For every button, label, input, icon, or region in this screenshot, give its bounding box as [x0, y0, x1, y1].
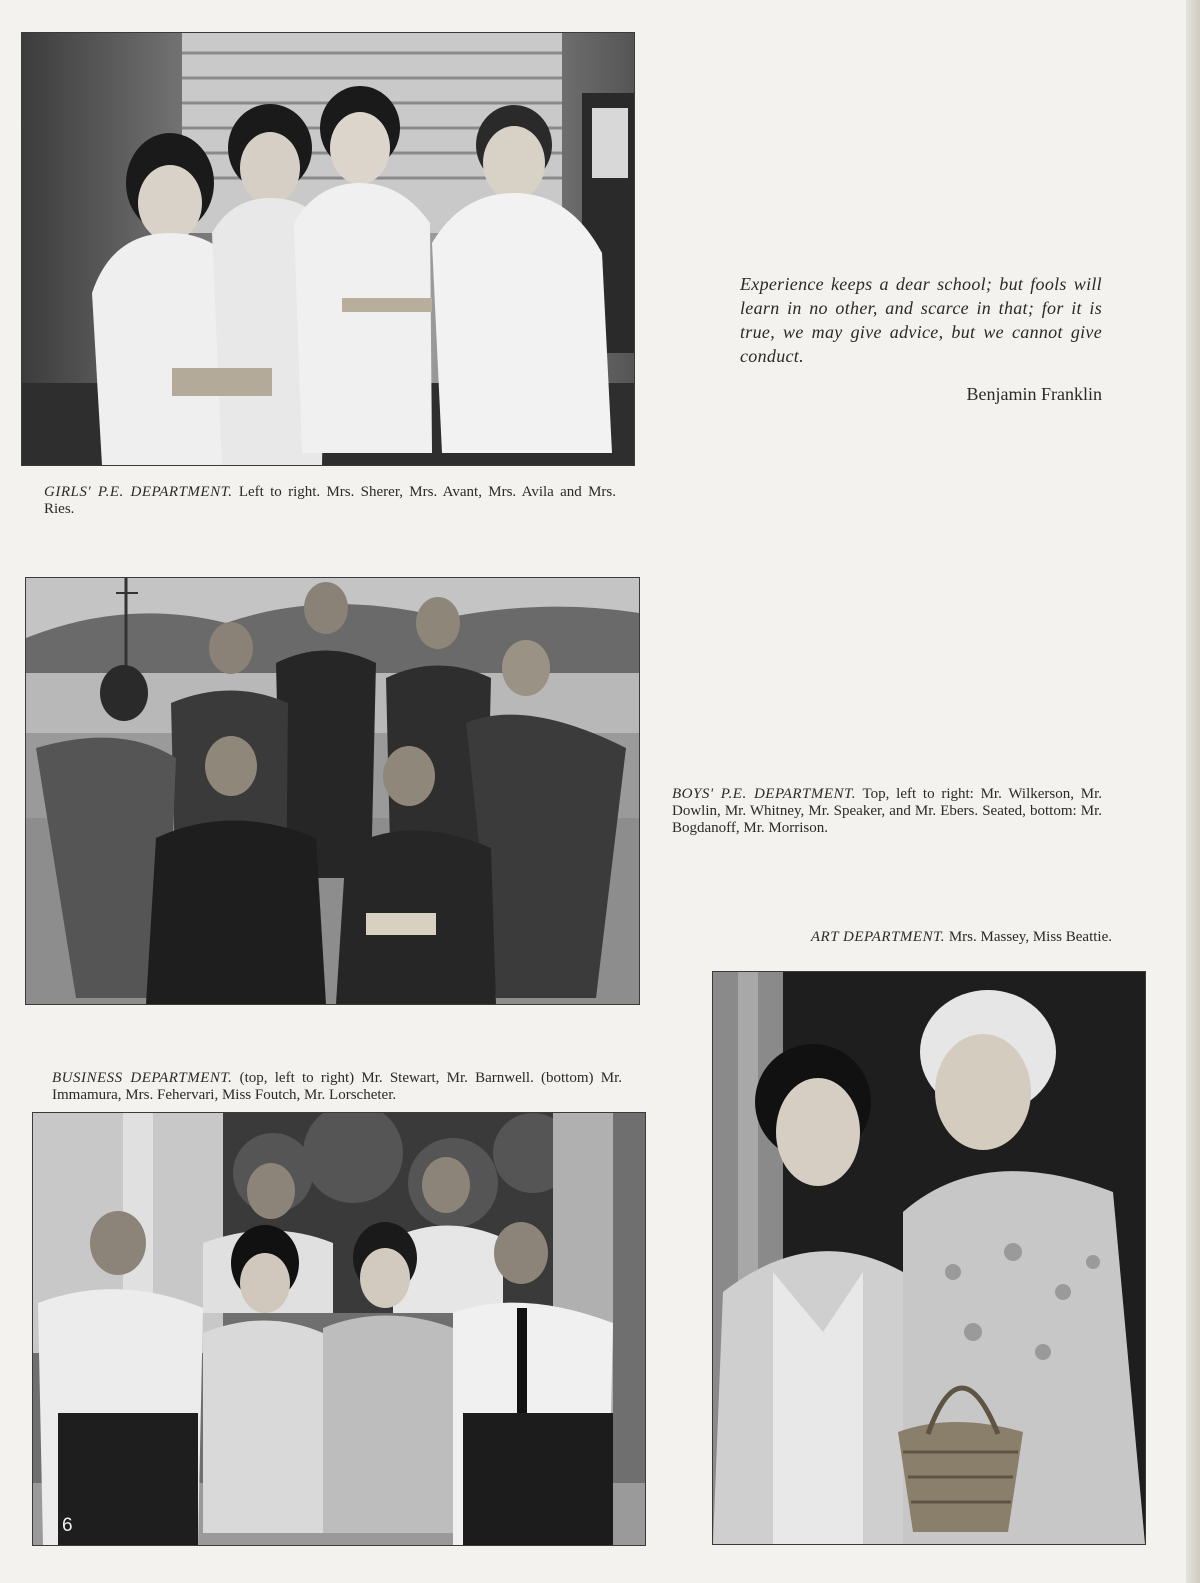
art-photo: [713, 972, 1145, 1544]
girls-pe-caption-dept: GIRLS' P.E. DEPARTMENT.: [44, 484, 233, 500]
boys-pe-caption: [672, 786, 1102, 837]
boys-pe-photo: [26, 578, 639, 1004]
quote-author: Benjamin Franklin: [966, 384, 1102, 404]
boys-pe-caption-dept: BOYS' P.E. DEPARTMENT.: [672, 786, 857, 802]
girls-pe-photo: [22, 33, 634, 465]
business-photo: [33, 1113, 645, 1545]
page-edge: [1186, 0, 1200, 1583]
business-caption: [52, 1070, 622, 1104]
boys-pe-caption-text: Top, left to right: Mr. Wilkerson, Mr. Dowlin, Mr. Whitney, Mr. Speaker, and Mr. Ebers. Seated, bottom: Mr. Bogdanoff, Mr. Morrison.: [672, 786, 1102, 836]
girls-pe-caption-text: Left to right. Mrs. Sherer, Mrs. Avant, Mrs. Avila and Mrs. Ries.: [44, 484, 617, 517]
art-caption-text: Mrs. Massey, Miss Beattie.: [948, 929, 1112, 945]
business-caption-text: (top, left to right) Mr. Stewart, Mr. Barnwell. (bottom) Mr. Immamura, Mrs. Fehervari, Miss Foutch, Mr. Lorscheter.: [52, 1070, 622, 1103]
page-number: 6: [62, 1515, 73, 1536]
art-caption: [712, 929, 1112, 946]
art-caption-dept: ART DEPARTMENT.: [810, 929, 946, 945]
quote-text: Experience keeps a dear school; but fools will learn in no other, and scarce in that; for it is true, we may give advice, but we cannot give conduct.: [740, 274, 1102, 366]
girls-pe-caption: [44, 484, 616, 518]
business-caption-dept: BUSINESS DEPARTMENT.: [52, 1070, 233, 1086]
